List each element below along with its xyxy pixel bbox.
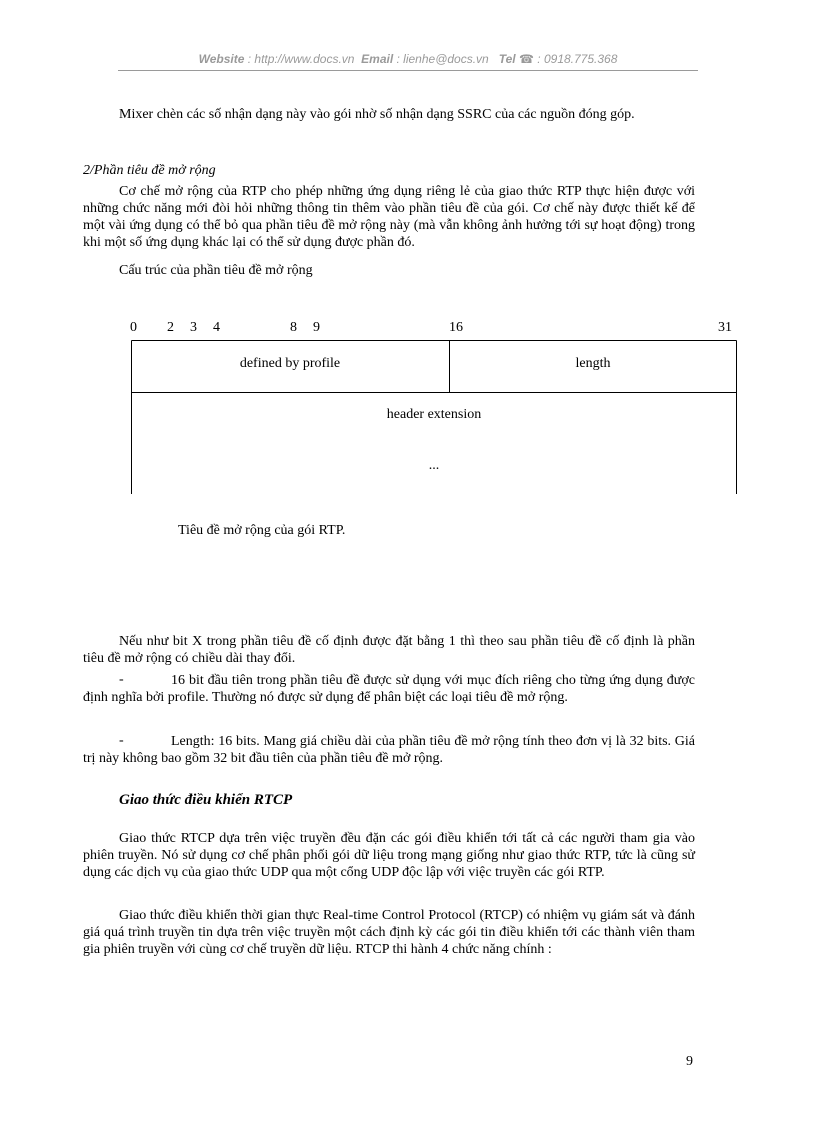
diagram-caption: Tiêu đề mở rộng của gói RTP. <box>178 523 346 538</box>
paragraph-structure-intro: Cấu trúc của phần tiêu đề mở rộng <box>119 263 313 278</box>
bullet-profile-bits: 16 bit đầu tiên trong phần tiêu đề được sử dụng với mục đích riêng cho từng ứng dụng được định nghĩa bởi profile. Thường nó được sử dụng để phân biệt các loại tiêu đề mở rộng. <box>83 673 695 705</box>
paragraph-rtcp-functions: Giao thức điều khiển thời gian thực Real-time Control Protocol (RTCP) có nhiệm vụ giám sát và đánh giá quá trình truyền tin dựa trên việc truyền một cách định kỳ các gói tin điều khiển tới các thành viên tham gia phiên truyền với cùng cơ chế truyền dữ liệu. RTCP thi hành 4 chức năng chính : <box>83 908 695 957</box>
website-label: Website <box>198 52 245 66</box>
page-header <box>118 52 698 66</box>
bit-label-0: 0 <box>130 320 137 335</box>
field-defined-by-profile: defined by profile <box>239 356 341 371</box>
paragraph-mixer: Mixer chèn các số nhận dạng này vào gói nhờ số nhận dạng SSRC của các nguồn đóng góp. <box>119 107 635 122</box>
paragraph-bit-x: Nếu như bit X trong phần tiêu đề cố định được đặt bằng 1 thì theo sau phần tiêu đề cố định là phần tiêu đề mở rộng có chiều dài thay đổi. <box>83 634 695 666</box>
section-title-rtcp: Giao thức điều khiển RTCP <box>119 792 293 808</box>
bit-label-31: 31 <box>718 320 732 335</box>
field-length: length <box>575 356 611 371</box>
phone-icon: ☎ <box>519 52 534 66</box>
tel-value: : 0918.775.368 <box>537 52 618 66</box>
tel-label: Tel <box>498 52 516 66</box>
bit-label-3: 3 <box>190 320 197 335</box>
paragraph-rtcp-intro: Giao thức RTCP dựa trên việc truyền đều đặn các gói điều khiển tới tất cả các người tham gia vào phiên truyền. Nó sử dụng cơ chế phân phối gói dữ liệu trong mạng giống như giao thức RTP, tức là cũng sử dụng các dịch vụ của giao thức UDP qua một cổng UDP độc lập với việc truyền các gói RTP. <box>83 831 695 880</box>
bullet-dash-2: - <box>119 733 124 748</box>
website-value: : http://www.docs.vn <box>247 52 355 66</box>
bit-label-8: 8 <box>290 320 297 335</box>
bullet-length: Length: 16 bits. Mang giá chiều dài của phần tiêu đề mở rộng tính theo đơn vị là 32 bits. Giá trị này không bao gồm 32 bit đầu tiên của phần tiêu đề mở rộng. <box>83 734 695 766</box>
page-number: 9 <box>686 1054 693 1069</box>
bit-label-16: 16 <box>449 320 463 335</box>
paragraph-extension-mechanism: Cơ chế mở rộng của RTP cho phép những ứng dụng riêng lẻ của giao thức RTP thực hiện được với những chức năng mới đòi hỏi những thông tin thêm vào phần tiêu đề của gói. Cơ chế này được thiết kế để một vài ứng dụng có thể bỏ qua phần tiêu đề mở rộng này (mà vẫn không ảnh hưởng tới sự hoạt động) trong khi một số ứng dụng khác lại có thể sử dụng được phần đó. <box>83 184 695 250</box>
bit-label-4: 4 <box>213 320 220 335</box>
bullet-dash-1: - <box>119 672 124 687</box>
section-heading-extension: 2/Phần tiêu đề mở rộng <box>83 163 216 178</box>
bit-label-2: 2 <box>167 320 174 335</box>
bit-label-9: 9 <box>313 320 320 335</box>
header-divider <box>118 70 698 71</box>
email-value: : lienhe@docs.vn <box>396 52 489 66</box>
field-ellipsis: ... <box>428 458 440 473</box>
header-extension-diagram <box>131 340 737 494</box>
email-label: Email <box>361 52 394 66</box>
field-header-extension: header extension <box>386 407 482 422</box>
